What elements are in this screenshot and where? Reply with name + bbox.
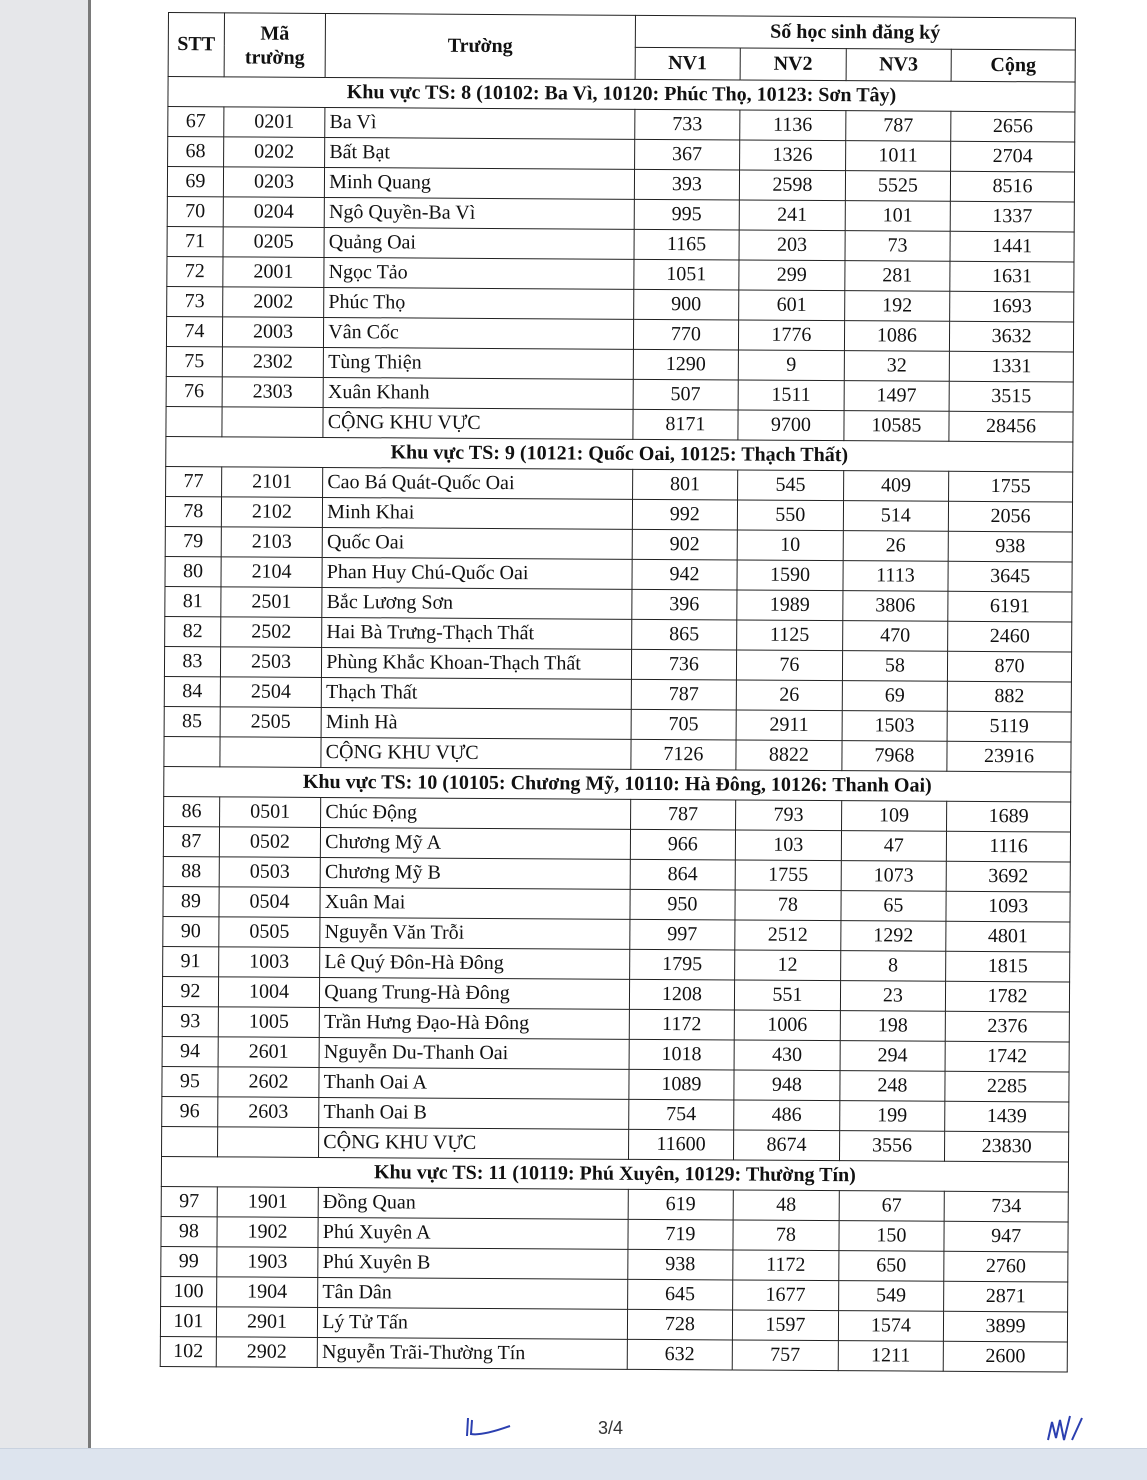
truong-cell: Phú Xuyên A <box>318 1217 628 1249</box>
empty-cell <box>162 1126 218 1156</box>
total-nv3-cell: 10585 <box>844 411 950 442</box>
cong-cell: 1116 <box>946 831 1070 862</box>
stt-cell: 80 <box>165 556 221 586</box>
nv2-cell: 2598 <box>740 170 846 201</box>
stt-cell: 74 <box>166 316 222 346</box>
stt-cell: 97 <box>161 1186 217 1216</box>
nv1-cell: 754 <box>628 1099 734 1130</box>
ma-truong-cell: 2901 <box>216 1307 318 1338</box>
nv1-cell: 992 <box>632 499 738 530</box>
ma-truong-cell: 0501 <box>219 797 321 828</box>
truong-cell: Minh Khai <box>323 497 633 529</box>
stt-cell: 87 <box>163 826 219 856</box>
stt-cell: 81 <box>165 586 221 616</box>
cong-cell: 938 <box>948 531 1072 562</box>
truong-cell: Nguyễn Du-Thanh Oai <box>319 1037 629 1069</box>
nv2-cell: 601 <box>739 290 845 321</box>
truong-cell: Nguyễn Văn Trỗi <box>320 917 630 949</box>
registration-table-wrapper <box>160 12 1076 1373</box>
stt-cell: 94 <box>162 1036 218 1066</box>
stt-cell: 70 <box>167 196 223 226</box>
nv3-cell: 101 <box>845 201 951 232</box>
ma-truong-cell: 1005 <box>218 1007 320 1038</box>
nv3-cell: 650 <box>838 1251 944 1282</box>
nv1-cell: 1165 <box>634 229 740 260</box>
table-body <box>160 77 1075 1373</box>
ma-truong-cell: 0504 <box>219 887 321 918</box>
stt-cell: 98 <box>161 1216 217 1246</box>
nv3-cell: 73 <box>845 231 951 262</box>
nv1-cell: 1290 <box>633 349 739 380</box>
stt-cell: 76 <box>166 376 222 406</box>
total-nv1-cell: 11600 <box>628 1129 734 1160</box>
nv2-cell: 12 <box>735 950 841 981</box>
ma-truong-cell: 1003 <box>218 947 320 978</box>
cong-cell: 1631 <box>950 261 1074 292</box>
cong-cell: 1093 <box>946 891 1070 922</box>
nv3-cell: 1292 <box>840 921 946 952</box>
nv1-cell: 995 <box>634 199 740 230</box>
nv2-cell: 76 <box>737 650 843 681</box>
nv3-cell: 23 <box>840 981 946 1012</box>
ma-truong-cell: 2002 <box>222 287 324 318</box>
ma-truong-cell: 0505 <box>219 917 321 948</box>
nv2-cell: 48 <box>733 1190 839 1221</box>
ma-truong-cell: 2003 <box>222 317 324 348</box>
cong-cell: 870 <box>948 651 1072 682</box>
nv3-cell: 1503 <box>842 711 948 742</box>
nv1-cell: 902 <box>632 529 738 560</box>
stt-cell: 79 <box>165 526 221 556</box>
ma-truong-cell: 0503 <box>219 857 321 888</box>
nv2-cell: 241 <box>739 200 845 231</box>
nv3-cell: 514 <box>843 501 949 532</box>
nv3-cell: 248 <box>840 1071 946 1102</box>
nv3-cell: 199 <box>839 1101 945 1132</box>
truong-cell: Hai Bà Trưng-Thạch Thất <box>322 617 632 649</box>
nv1-cell: 1795 <box>629 949 735 980</box>
truong-cell: Chương Mỹ B <box>320 857 630 889</box>
truong-cell: Phú Xuyên B <box>318 1247 628 1279</box>
nv3-cell: 8 <box>840 951 946 982</box>
total-nv3-cell: 3556 <box>839 1131 945 1162</box>
cong-cell: 3632 <box>950 321 1074 352</box>
nv3-cell: 69 <box>842 681 948 712</box>
empty-cell <box>166 406 222 436</box>
truong-cell: Thanh Oai A <box>319 1067 629 1099</box>
nv2-cell: 203 <box>739 230 845 261</box>
ma-truong-cell: 0502 <box>219 827 321 858</box>
nv2-cell: 2512 <box>735 920 841 951</box>
nv3-cell: 294 <box>840 1041 946 1072</box>
nv1-cell: 1051 <box>633 259 739 290</box>
nv2-cell: 1326 <box>740 140 846 171</box>
nv3-cell: 1211 <box>838 1341 944 1372</box>
cong-cell: 2656 <box>951 111 1075 142</box>
page-number: 3/4 <box>598 1418 624 1438</box>
nv2-cell: 1125 <box>737 620 843 651</box>
truong-cell: Trần Hưng Đạo-Hà Đông <box>319 1007 629 1039</box>
nv2-cell: 1136 <box>740 110 846 141</box>
ma-truong-cell: 2505 <box>220 707 322 738</box>
nv3-cell: 1574 <box>838 1311 944 1342</box>
viewer-bottom-bar <box>0 1448 1147 1480</box>
stt-cell: 68 <box>168 137 224 167</box>
ma-truong-cell: 1902 <box>217 1217 319 1248</box>
nv2-cell: 78 <box>733 1220 839 1251</box>
truong-cell: Bất Bạt <box>325 137 635 169</box>
stt-cell: 101 <box>160 1306 216 1336</box>
ma-truong-cell: 1903 <box>217 1247 319 1278</box>
header-nv3: NV3 <box>846 49 952 82</box>
nv3-cell: 32 <box>844 351 950 382</box>
stt-cell: 89 <box>163 886 219 916</box>
stt-cell: 67 <box>168 107 224 137</box>
truong-cell: Phan Huy Chú-Quốc Oai <box>322 557 632 589</box>
empty-cell <box>220 737 322 768</box>
nv2-cell: 793 <box>736 800 842 831</box>
ma-truong-cell: 2502 <box>220 617 322 648</box>
nv1-cell: 1208 <box>629 979 735 1010</box>
total-nv2-cell: 8822 <box>736 740 842 771</box>
section-title: Khu vực TS: 10 (10105: Chương Mỹ, 10110: Hà Đông, 10126: Thanh Oai) <box>164 766 1071 802</box>
stt-cell: 84 <box>164 676 220 706</box>
cong-cell: 1693 <box>950 291 1074 322</box>
header-nv1: NV1 <box>635 47 741 80</box>
cong-cell: 1815 <box>946 951 1070 982</box>
truong-cell: Chúc Động <box>321 797 631 829</box>
nv1-cell: 733 <box>634 109 740 140</box>
total-label-cell: CỘNG KHU VỰC <box>319 1127 629 1159</box>
nv2-cell: 486 <box>734 1100 840 1131</box>
header-truong: Trường <box>325 13 635 79</box>
ma-truong-cell: 1901 <box>217 1187 319 1218</box>
nv1-cell: 865 <box>631 619 737 650</box>
nv2-cell: 10 <box>737 530 843 561</box>
truong-cell: Xuân Mai <box>320 887 630 919</box>
empty-cell <box>217 1127 319 1158</box>
nv2-cell: 430 <box>734 1040 840 1071</box>
nv2-cell: 2911 <box>736 710 842 741</box>
nv2-cell: 1776 <box>739 320 845 351</box>
nv1-cell: 507 <box>633 379 739 410</box>
section-title: Khu vực TS: 8 (10102: Ba Vì, 10120: Phúc Thọ, 10123: Sơn Tây) <box>168 77 1075 113</box>
nv1-cell: 396 <box>631 589 737 620</box>
ma-truong-cell: 2504 <box>220 677 322 708</box>
nv1-cell: 864 <box>630 859 736 890</box>
nv1-cell: 997 <box>629 919 735 950</box>
nv1-cell: 393 <box>634 169 740 200</box>
stt-cell: 96 <box>162 1096 218 1126</box>
truong-cell: Xuân Khanh <box>323 377 633 409</box>
cong-cell: 2460 <box>948 621 1072 652</box>
truong-cell: Nguyễn Trãi-Thường Tín <box>317 1337 627 1369</box>
nv2-cell: 948 <box>734 1070 840 1101</box>
nv3-cell: 409 <box>843 471 949 502</box>
truong-cell: Quang Trung-Hà Đông <box>320 977 630 1009</box>
nv3-cell: 26 <box>843 531 949 562</box>
cong-cell: 2376 <box>945 1011 1069 1042</box>
nv2-cell: 78 <box>735 890 841 921</box>
nv3-cell: 109 <box>841 801 947 832</box>
ma-truong-cell: 0204 <box>223 197 325 228</box>
cong-cell: 947 <box>944 1221 1068 1252</box>
nv1-cell: 942 <box>632 559 738 590</box>
nv2-cell: 1597 <box>733 1310 839 1341</box>
stt-cell: 102 <box>160 1336 216 1366</box>
stt-cell: 99 <box>161 1246 217 1276</box>
table-row <box>160 1336 1067 1372</box>
cong-cell: 5119 <box>947 711 1071 742</box>
ma-truong-cell: 1904 <box>216 1277 318 1308</box>
truong-cell: Ngọc Tảo <box>324 257 634 289</box>
stt-cell: 95 <box>162 1066 218 1096</box>
cong-cell: 882 <box>947 681 1071 712</box>
stt-cell: 91 <box>163 946 219 976</box>
nv3-cell: 192 <box>844 291 950 322</box>
cong-cell: 2760 <box>944 1251 1068 1282</box>
nv2-cell: 551 <box>735 980 841 1011</box>
nv3-cell: 5525 <box>845 171 951 202</box>
nv1-cell: 900 <box>633 289 739 320</box>
nv1-cell: 787 <box>630 799 736 830</box>
signature-left <box>462 1412 522 1447</box>
header-so-hoc-sinh: Số học sinh đăng ký <box>635 15 1076 50</box>
nv3-cell: 549 <box>838 1281 944 1312</box>
truong-cell: Cao Bá Quát-Quốc Oai <box>323 467 633 499</box>
total-cong-cell: 23916 <box>947 741 1071 772</box>
header-ma-truong: Mã trường <box>224 13 326 78</box>
nv1-cell: 1018 <box>629 1039 735 1070</box>
cong-cell: 3899 <box>944 1311 1068 1342</box>
total-cong-cell: 28456 <box>949 411 1073 442</box>
viewer-left-panel <box>0 0 88 1448</box>
nv2-cell: 550 <box>738 500 844 531</box>
nv3-cell: 1497 <box>844 381 950 412</box>
ma-truong-cell: 2603 <box>217 1097 319 1128</box>
truong-cell: Bắc Lương Sơn <box>322 587 632 619</box>
total-label-cell: CỘNG KHU VỰC <box>323 407 633 439</box>
ma-truong-cell: 2102 <box>221 497 323 528</box>
nv1-cell: 966 <box>630 829 736 860</box>
nv2-cell: 1677 <box>733 1280 839 1311</box>
nv2-cell: 1755 <box>735 860 841 891</box>
stt-cell: 77 <box>166 466 222 496</box>
header-cong: Cộng <box>951 49 1075 82</box>
cong-cell: 1782 <box>946 981 1070 1012</box>
ma-truong-cell: 2103 <box>221 527 323 558</box>
total-nv1-cell: 8171 <box>633 409 739 440</box>
cong-cell: 2600 <box>943 1341 1067 1372</box>
total-nv2-cell: 8674 <box>734 1130 840 1161</box>
stt-cell: 100 <box>161 1276 217 1306</box>
total-nv2-cell: 9700 <box>738 410 844 441</box>
nv1-cell: 1089 <box>629 1069 735 1100</box>
nv1-cell: 632 <box>627 1339 733 1370</box>
nv3-cell: 1086 <box>844 321 950 352</box>
nv1-cell: 719 <box>628 1219 734 1250</box>
cong-cell: 1337 <box>950 201 1074 232</box>
nv2-cell: 1511 <box>738 380 844 411</box>
ma-truong-cell: 1004 <box>218 977 320 1008</box>
header-stt: STT <box>168 13 224 77</box>
header-nv2: NV2 <box>740 48 846 81</box>
truong-cell: Thanh Oai B <box>319 1097 629 1129</box>
cong-cell: 4801 <box>946 921 1070 952</box>
stt-cell: 78 <box>165 496 221 526</box>
ma-truong-cell: 2303 <box>222 377 324 408</box>
truong-cell: Ngô Quyền-Ba Vì <box>324 197 634 229</box>
stt-cell: 92 <box>162 976 218 1006</box>
truong-cell: Phùng Khắc Khoan-Thạch Thất <box>322 647 632 679</box>
stt-cell: 71 <box>167 226 223 256</box>
signature-right <box>1042 1410 1092 1455</box>
ma-truong-cell: 2902 <box>216 1337 318 1368</box>
nv2-cell: 9 <box>738 350 844 381</box>
nv3-cell: 1113 <box>843 561 949 592</box>
nv2-cell: 1006 <box>734 1010 840 1041</box>
nv3-cell: 787 <box>845 111 951 142</box>
nv1-cell: 728 <box>627 1309 733 1340</box>
nv2-cell: 26 <box>736 680 842 711</box>
section-title: Khu vực TS: 11 (10119: Phú Xuyên, 10129: Thường Tín) <box>161 1156 1068 1192</box>
nv1-cell: 645 <box>627 1279 733 1310</box>
truong-cell: Quốc Oai <box>322 527 632 559</box>
nv1-cell: 367 <box>634 139 740 170</box>
truong-cell: Lê Quý Đôn-Hà Đông <box>320 947 630 979</box>
nv1-cell: 705 <box>631 709 737 740</box>
ma-truong-cell: 0205 <box>223 227 325 258</box>
nv3-cell: 281 <box>844 261 950 292</box>
cong-cell: 1689 <box>947 801 1071 832</box>
ma-truong-cell: 0202 <box>223 137 325 168</box>
cong-cell: 3692 <box>946 861 1070 892</box>
nv1-cell: 736 <box>631 649 737 680</box>
ma-truong-cell: 2601 <box>218 1037 320 1068</box>
stt-cell: 88 <box>163 856 219 886</box>
ma-truong-cell: 2503 <box>220 647 322 678</box>
truong-cell: Lý Tử Tấn <box>318 1307 628 1339</box>
nv3-cell: 1011 <box>845 141 951 172</box>
nv1-cell: 950 <box>630 889 736 920</box>
truong-cell: Tùng Thiện <box>324 347 634 379</box>
nv3-cell: 47 <box>841 831 947 862</box>
stt-cell: 85 <box>164 706 220 736</box>
nv2-cell: 1172 <box>733 1250 839 1281</box>
cong-cell: 1441 <box>950 231 1074 262</box>
stt-cell: 72 <box>167 256 223 286</box>
ma-truong-cell: 2302 <box>222 347 324 378</box>
nv2-cell: 757 <box>732 1340 838 1371</box>
ma-truong-cell: 2602 <box>218 1067 320 1098</box>
nv3-cell: 58 <box>842 651 948 682</box>
cong-cell: 2871 <box>944 1281 1068 1312</box>
cong-cell: 1742 <box>945 1041 1069 1072</box>
cong-cell: 2056 <box>948 501 1072 532</box>
cong-cell: 1331 <box>949 351 1073 382</box>
nv3-cell: 67 <box>839 1191 945 1222</box>
truong-cell: Thạch Thất <box>321 677 631 709</box>
stt-cell: 86 <box>164 796 220 826</box>
ma-truong-cell: 2001 <box>223 257 325 288</box>
nv2-cell: 103 <box>735 830 841 861</box>
nv2-cell: 1989 <box>737 590 843 621</box>
truong-cell: Phúc Thọ <box>324 287 634 319</box>
nv2-cell: 1590 <box>737 560 843 591</box>
cong-cell: 734 <box>944 1191 1068 1222</box>
cong-cell: 6191 <box>948 591 1072 622</box>
ma-truong-cell: 2501 <box>221 587 323 618</box>
truong-cell: Ba Vì <box>325 107 635 139</box>
ma-truong-cell: 2101 <box>221 467 323 498</box>
nv3-cell: 3806 <box>842 591 948 622</box>
cong-cell: 1439 <box>945 1101 1069 1132</box>
cong-cell: 2285 <box>945 1071 1069 1102</box>
truong-cell: Chương Mỹ A <box>321 827 631 859</box>
registration-table <box>160 12 1076 1373</box>
total-nv3-cell: 7968 <box>842 741 948 772</box>
nv1-cell: 1172 <box>629 1009 735 1040</box>
empty-cell <box>222 407 324 438</box>
nv2-cell: 545 <box>738 470 844 501</box>
nv2-cell: 299 <box>739 260 845 291</box>
empty-cell <box>164 736 220 766</box>
stt-cell: 75 <box>166 346 222 376</box>
stt-cell: 73 <box>167 286 223 316</box>
nv3-cell: 1073 <box>841 861 947 892</box>
nv3-cell: 470 <box>842 621 948 652</box>
truong-cell: Minh Hà <box>321 707 631 739</box>
nv3-cell: 65 <box>841 891 947 922</box>
stt-cell: 93 <box>162 1006 218 1036</box>
truong-cell: Vân Cốc <box>324 317 634 349</box>
nv1-cell: 770 <box>633 319 739 350</box>
cong-cell: 3645 <box>948 561 1072 592</box>
ma-truong-cell: 0203 <box>223 167 325 198</box>
total-label-cell: CỘNG KHU VỰC <box>321 737 631 769</box>
cong-cell: 2704 <box>951 141 1075 172</box>
cong-cell: 3515 <box>949 381 1073 412</box>
truong-cell: Tân Dân <box>318 1277 628 1309</box>
nv1-cell: 619 <box>628 1189 734 1220</box>
stt-cell: 82 <box>165 616 221 646</box>
cong-cell: 8516 <box>951 171 1075 202</box>
truong-cell: Quảng Oai <box>324 227 634 259</box>
section-title: Khu vực TS: 9 (10121: Quốc Oai, 10125: Thạch Thất) <box>166 436 1073 472</box>
nv1-cell: 787 <box>631 679 737 710</box>
nv3-cell: 150 <box>839 1221 945 1252</box>
ma-truong-cell: 2104 <box>221 557 323 588</box>
truong-cell: Đồng Quan <box>318 1187 628 1219</box>
stt-cell: 83 <box>164 646 220 676</box>
ma-truong-cell: 0201 <box>224 107 326 138</box>
total-nv1-cell: 7126 <box>631 739 737 770</box>
cong-cell: 1755 <box>949 471 1073 502</box>
nv1-cell: 938 <box>627 1249 733 1280</box>
nv1-cell: 801 <box>632 469 738 500</box>
nv3-cell: 198 <box>840 1011 946 1042</box>
truong-cell: Minh Quang <box>325 167 635 199</box>
total-cong-cell: 23830 <box>945 1131 1069 1162</box>
stt-cell: 69 <box>167 167 223 197</box>
stt-cell: 90 <box>163 916 219 946</box>
